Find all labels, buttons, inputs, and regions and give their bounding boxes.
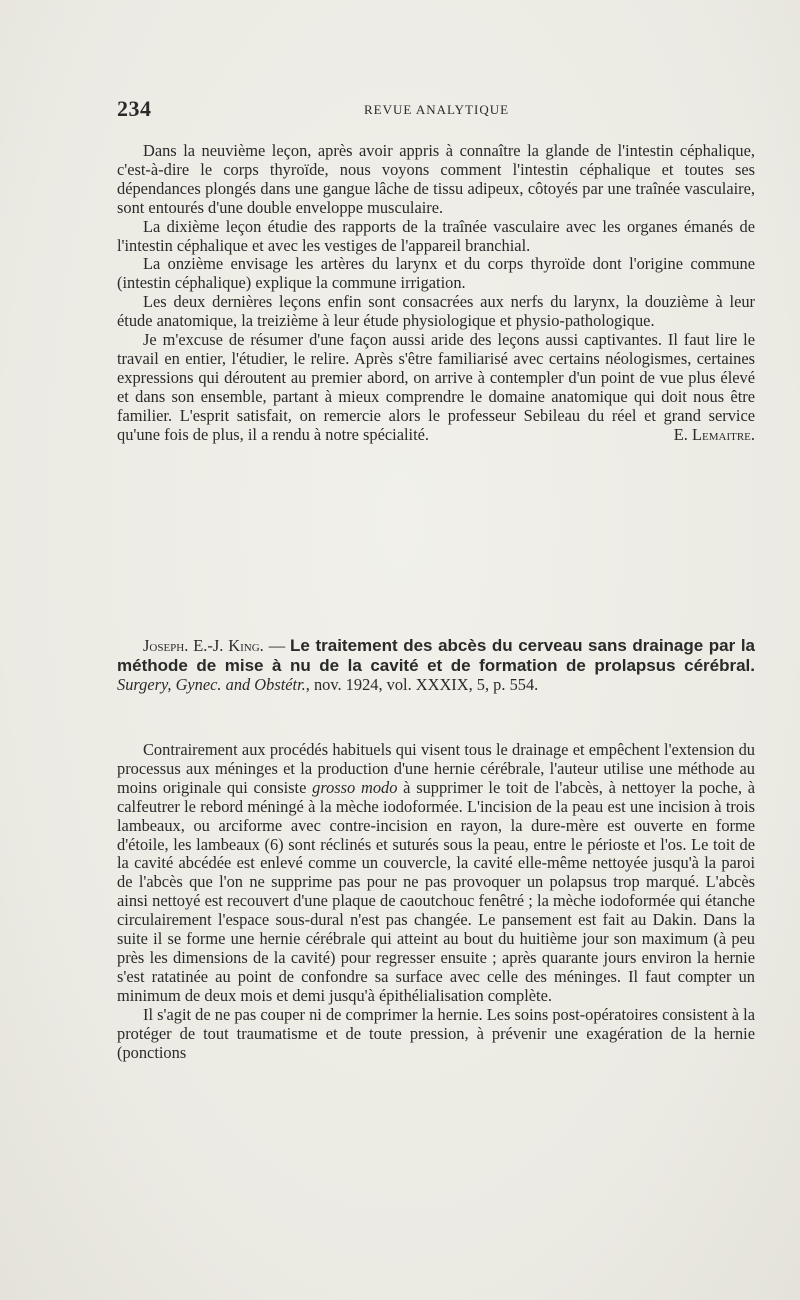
page-header [117, 96, 757, 126]
citation-reference: , nov. 1924, vol. XXXIX, 5, p. 554. [305, 675, 539, 694]
review-sebileau [117, 142, 755, 445]
citation-journal: Surgery, Gynec. and Obstétr. [117, 675, 306, 694]
running-title: REVUE ANALYTIQUE [364, 102, 510, 117]
citation-title: Le traitement des abcès du cerveau sans drainage par la méthode de mise à nu de la cavité et de formation de prolapsus cérébral. [117, 636, 756, 675]
italic-phrase: grosso modo [312, 777, 398, 797]
paragraph: Les deux dernières leçons enfin sont consacrées aux nerfs du larynx, la douzième à leur étude anatomique, la treizième à leur étude physiologique et physio-pathologique. [117, 292, 755, 331]
article-citation [117, 636, 755, 695]
citation-author: Joseph. E.-J. King. [143, 636, 264, 655]
citation-dash: — [263, 636, 291, 655]
paragraph: Il s'agit de ne pas couper ni de comprimer la hernie. Les soins post-opératoires consistent à la protéger de tout traumatisme et de toute pression, à prévenir une exagération de la hernie (ponctions [117, 1004, 755, 1062]
reviewer-signature: E. Lemaitre. [673, 424, 755, 444]
paragraph: La onzième envisage les artères du larynx et du corps thyroïde dont l'origine commune (intestin céphalique) explique la commune irrigation. [117, 254, 755, 293]
paragraph: Dans la neuvième leçon, après avoir appris à connaître la glande de l'intestin céphalique, c'est-à-dire le corps thyroïde, nous voyons comment l'intestin céphalique et toutes ses dépendances plongés dans une gangue lâche de tissu adipeux, côtoyés par une traînée vasculaire, sont entourés d'une double enveloppe musculaire. [117, 141, 755, 217]
paragraph [117, 741, 755, 1006]
review-king [117, 741, 755, 1062]
paragraph-text: Je m'excuse de résumer d'une façon aussi aride des leçons aussi captivantes. Il faut lire le travail en entier, l'étudier, le relire. Après s'être familiarisé avec certains néologismes, certaines expressions qui déroutent au premier abord, on arrive à contempler d'un point de vue plus élevé et dans son ensemble, partant à mieux comprendre le domaine anatomique qui doit nous être familier. L'esprit satisfait, on remercie alors le professeur Sebileau du réel et grand service qu'une fois de plus, il a rendu à notre spécialité. [117, 330, 755, 444]
page-number: 234 [117, 96, 152, 121]
paragraph [117, 331, 755, 444]
paragraph: La dixième leçon étudie des rapports de la traînée vasculaire avec les organes émanés de l'intestin céphalique et avec les vestiges de l'appareil branchial. [117, 216, 755, 255]
paragraph-text: Contrairement aux procédés habituels qui visent tous le drainage et empêchent l'extension du processus aux méninges et la production d'une hernie cérébrale, l'auteur utilise une méthode au moins originale qui consiste [117, 740, 755, 797]
paragraph-text: à supprimer le toit de l'abcès, à nettoyer la poche, à calfeutrer le rebord méningé à la mèche iodoformée. L'incision de la peau est une incision à trois lambeaux, ou arciforme avec contre-incision en rayon, la dure-mère est ouverte en forme d'étoile, les lambeaux (6) sont réclinés et suturés sous la peau, entre le périoste et l'os. Le toit de la cavité abcédée est enlevé comme un couvercle, la cavité elle-même nettoyée jusqu'à la paroi de l'abcès que l'on ne supprime pas pour ne pas provoquer un polapsus trop marqué. L'abcès ainsi nettoyé est recouvert d'une plaque de caoutchouc fenêtré ; la mèche iodoformée qui étanche circulairement l'espace sous-dural n'est pas changée. Le pansement est fait au Dakin. Dans la suite il se forme une hernie cérébrale qui atteint au bout du huitième jour son maximum (à peu près les dimensions de la cavité) pour regresser ensuite ; après quarante jours environ la hernie s'est ratatinée au point de confondre sa surface avec celle des méninges. Il faut compter un minimum de deux mois et demi jusqu'à épithélialisation complète. [117, 777, 755, 1005]
